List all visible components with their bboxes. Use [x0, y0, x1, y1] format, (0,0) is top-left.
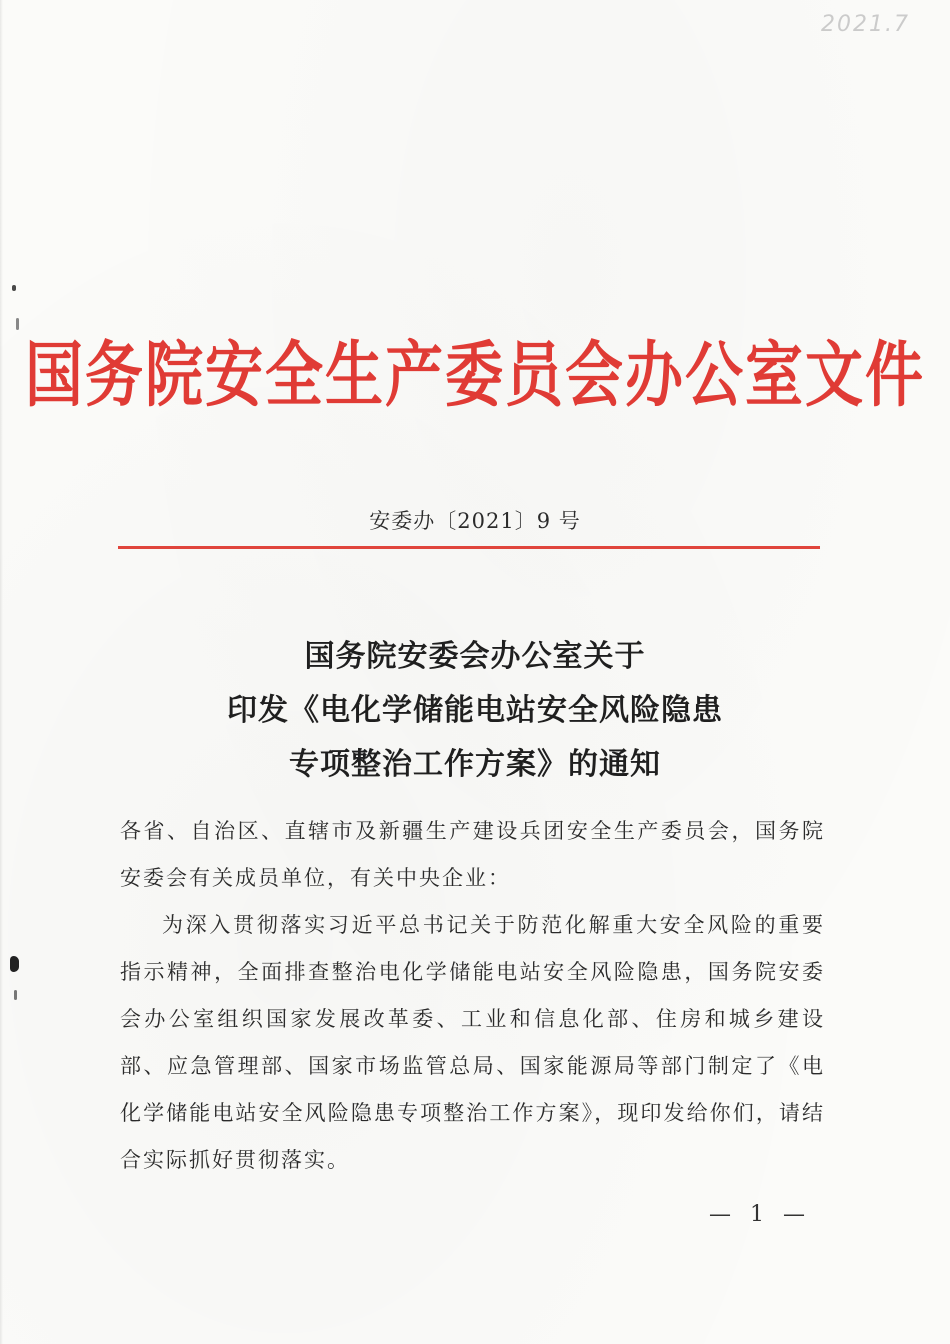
notice-title-line-3: 专项整治工作方案》的通知 [289, 747, 661, 782]
binding-hole-mark [12, 285, 16, 291]
body-paragraph-1: 为深入贯彻落实习近平总书记关于防范化解重大安全风险的重要指示精神，全面排查整治电化学储能电站安全风险隐患，国务院安委会办公室组织国家发展改革委、工业和信息化部、住房和城乡建设部、应急管理部、国家市场监管总局、国家能源局等部门制定了《电化学储能电站安全风险隐患专项整治工作方案》，现印发给你们，请结合实际抓好贯彻落实。 [120, 913, 825, 1172]
page-number: — 1 — [709, 1202, 811, 1227]
notice-title-line-1: 国务院安委会办公室关于 [304, 639, 646, 674]
notice-body [120, 808, 825, 1184]
binding-hole-mark [14, 990, 17, 1000]
binding-hole-mark [10, 956, 19, 972]
notice-title [0, 630, 950, 792]
recipients-line: 各省、自治区、直辖市及新疆生产建设兵团安全生产委员会，国务院安委会有关成员单位，有关中央企业： [120, 819, 825, 890]
document-number: 安委办〔2021〕9 号 [369, 509, 581, 533]
red-separator-line [118, 546, 820, 549]
issuing-office-title: 国务院安全生产委员会办公室文件 [24, 333, 925, 417]
notice-title-line-2: 印发《电化学储能电站安全风险隐患 [227, 693, 723, 728]
faint-handwritten-mark: 2021.7 [821, 12, 910, 37]
